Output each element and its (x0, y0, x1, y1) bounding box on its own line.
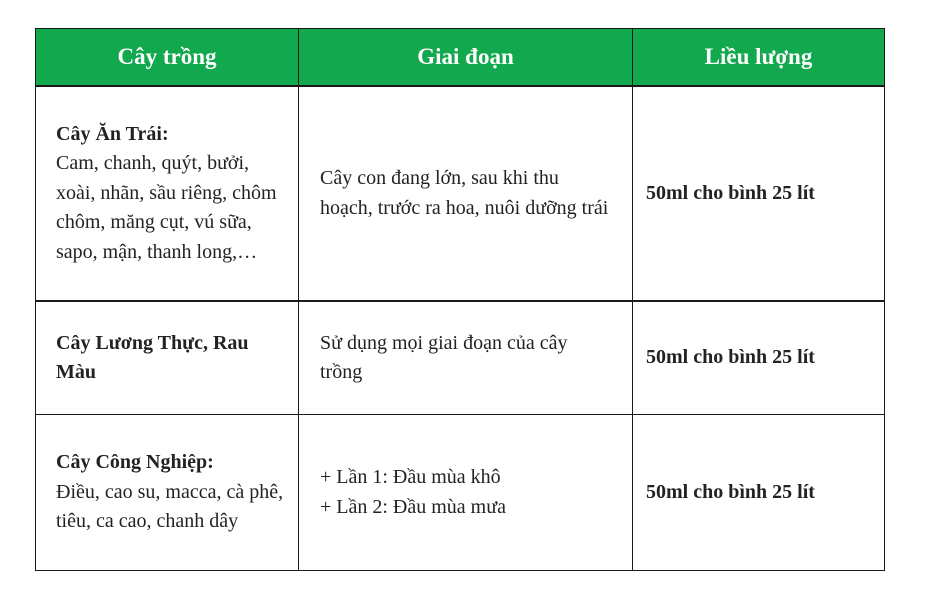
table-row (36, 415, 885, 571)
table-row (36, 86, 885, 301)
header-dosage: Liều lượng (633, 29, 885, 87)
crop-cell (36, 301, 299, 415)
crop-title: Cây Ăn Trái: (56, 122, 169, 145)
crop-cell (36, 86, 299, 301)
table-row (36, 301, 885, 415)
stage-cell: Cây con đang lớn, sau khi thu hoạch, trước ra hoa, nuôi dưỡng trái (299, 86, 633, 301)
stage-line: + Lần 1: Đầu mùa khô (320, 466, 501, 488)
crop-description: Điều, cao su, macca, cà phê, tiêu, ca cao, chanh dây (56, 480, 284, 533)
crop-description: Cam, chanh, quýt, bưởi, xoài, nhãn, sầu riêng, chôm chôm, măng cụt, vú sữa, sapo, mận, thanh long,… (56, 152, 277, 263)
dosage-table (35, 28, 885, 571)
crop-cell (36, 415, 299, 571)
crop-title: Cây Lương Thực, Rau Màu (56, 331, 249, 383)
dosage-cell: 50ml cho bình 25 lít (633, 86, 885, 301)
crop-title: Cây Công Nghiệp: (56, 451, 214, 474)
stage-cell: Sử dụng mọi giai đoạn của cây trồng (299, 301, 633, 415)
dosage-cell: 50ml cho bình 25 lít (633, 415, 885, 571)
dosage-cell: 50ml cho bình 25 lít (633, 301, 885, 415)
header-crop: Cây trồng (36, 29, 299, 87)
table-header-row (36, 29, 885, 87)
stage-cell (299, 415, 633, 571)
stage-line: + Lần 2: Đầu mùa mưa (320, 495, 506, 518)
header-stage: Giai đoạn (299, 29, 633, 87)
